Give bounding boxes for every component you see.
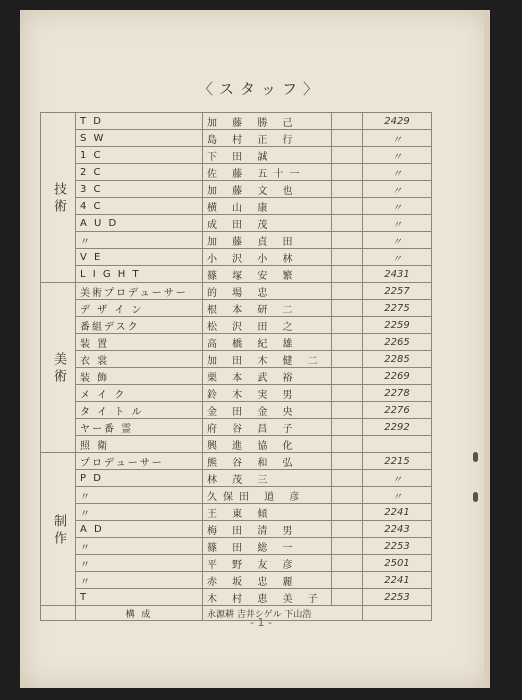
role-cell: T D: [76, 113, 203, 130]
role-cell: 美術プロデューサー: [76, 283, 203, 300]
role-cell: A U D: [76, 215, 203, 232]
blank-cell: [332, 521, 363, 538]
extension-cell: 2253: [363, 589, 432, 606]
table-row: [41, 113, 432, 130]
name-cell: 梅 田 清 男: [203, 521, 332, 538]
blank-cell: [332, 300, 363, 317]
extension-cell: 2265: [363, 334, 432, 351]
extension-cell: 〃: [363, 487, 432, 504]
extension-cell: 2429: [363, 113, 432, 130]
name-cell: 高 橋 紀 雄: [203, 334, 332, 351]
role-cell: 1 C: [76, 147, 203, 164]
extension-cell: 2259: [363, 317, 432, 334]
role-cell: 4 C: [76, 198, 203, 215]
extension-cell: 2278: [363, 385, 432, 402]
extension-cell: 〃: [363, 215, 432, 232]
table-row: [41, 283, 432, 300]
section-label: 制 作: [41, 453, 76, 606]
blank-cell: [332, 487, 363, 504]
page-number: - 1 -: [250, 616, 272, 629]
role-cell: 番組デスク: [76, 317, 203, 334]
blank-cell: [332, 470, 363, 487]
blank-cell: [332, 249, 363, 266]
name-cell: 赤 坂 忠 麗: [203, 572, 332, 589]
name-cell: 根 本 研 二: [203, 300, 332, 317]
blank-cell: [332, 164, 363, 181]
extension-cell: 〃: [363, 181, 432, 198]
table-row: [41, 317, 432, 334]
name-cell: 加 藤 勝 己: [203, 113, 332, 130]
extension-cell: 〃: [363, 198, 432, 215]
name-cell: 篠 田 総 一: [203, 538, 332, 555]
name-cell: 下 田 誠: [203, 147, 332, 164]
role-cell: S W: [76, 130, 203, 147]
table-row: [41, 368, 432, 385]
blank-cell: [332, 198, 363, 215]
blank-cell: [332, 130, 363, 147]
role-cell: メ イ ク: [76, 385, 203, 402]
table-row: [41, 164, 432, 181]
role-cell: 〃: [76, 538, 203, 555]
name-cell: 王 東 傾: [203, 504, 332, 521]
blank-cell: [332, 113, 363, 130]
extension-cell: 2501: [363, 555, 432, 572]
role-cell: 照 衛: [76, 436, 203, 453]
name-cell: 佐 藤 五十一: [203, 164, 332, 181]
extension-cell: 〃: [363, 470, 432, 487]
table-row: [41, 521, 432, 538]
blank-cell: [332, 453, 363, 470]
table-row: [41, 402, 432, 419]
extension-cell: 〃: [363, 130, 432, 147]
name-cell: 久保田 道 彦: [203, 487, 332, 504]
extension-cell: 2292: [363, 419, 432, 436]
extension-cell: 〃: [363, 147, 432, 164]
blank-cell: [332, 402, 363, 419]
blank-cell: [332, 232, 363, 249]
section-label: 技 術: [41, 113, 76, 283]
binding-hole: [473, 492, 478, 502]
table-row: [41, 538, 432, 555]
name-cell: 鈴 木 実 男: [203, 385, 332, 402]
table-row: [41, 130, 432, 147]
table-row: [41, 334, 432, 351]
blank-cell: [332, 572, 363, 589]
extension-cell: 2269: [363, 368, 432, 385]
name-cell: 島 村 正 行: [203, 130, 332, 147]
extension-cell: 2276: [363, 402, 432, 419]
name-cell: 松 沢 田 之: [203, 317, 332, 334]
table-row: [41, 470, 432, 487]
table-row: [41, 589, 432, 606]
table-row: [41, 232, 432, 249]
role-cell: V E: [76, 249, 203, 266]
extension-cell: 2285: [363, 351, 432, 368]
role-cell: 衣 裳: [76, 351, 203, 368]
table-row: [41, 453, 432, 470]
name-cell: 的 場 忠: [203, 283, 332, 300]
blank-cell: [332, 283, 363, 300]
name-cell: 成 田 茂: [203, 215, 332, 232]
role-cell: A D: [76, 521, 203, 538]
table-row: [41, 572, 432, 589]
role-cell: 装 飾: [76, 368, 203, 385]
role-cell: ヤー番 霊: [76, 419, 203, 436]
name-cell: 熊 谷 和 弘: [203, 453, 332, 470]
role-cell: 2 C: [76, 164, 203, 181]
blank-cell: [332, 181, 363, 198]
role-cell: 3 C: [76, 181, 203, 198]
table-row: [41, 487, 432, 504]
blank-cell: [332, 555, 363, 572]
table-row: [41, 385, 432, 402]
role-cell: 〃: [76, 504, 203, 521]
blank-cell: [332, 538, 363, 555]
role-cell: L I G H T: [76, 266, 203, 283]
name-cell: 横 山 康: [203, 198, 332, 215]
role-cell: デ ザ イ ン: [76, 300, 203, 317]
blank-cell: [332, 317, 363, 334]
blank-cell: [332, 368, 363, 385]
extension-cell: 2243: [363, 521, 432, 538]
table-row: [41, 300, 432, 317]
extension-cell: 2431: [363, 266, 432, 283]
blank-cell: [332, 385, 363, 402]
page-spine-edge: [484, 10, 490, 688]
binding-hole: [473, 452, 478, 462]
role-cell: 〃: [76, 555, 203, 572]
role-cell: T: [76, 589, 203, 606]
table-row: [41, 504, 432, 521]
name-cell: 篠 塚 安 繁: [203, 266, 332, 283]
role-cell: 装 置: [76, 334, 203, 351]
page-title: 〈スタッフ〉: [197, 80, 324, 98]
table-row: [41, 181, 432, 198]
role-cell: タ イ ト ル: [76, 402, 203, 419]
table-row: [41, 351, 432, 368]
name-cell: 加 藤 貞 田: [203, 232, 332, 249]
name-cell: 木 村 恵 美 子: [203, 589, 332, 606]
role-cell: 〃: [76, 232, 203, 249]
name-cell: 小 沢 小 林: [203, 249, 332, 266]
blank-cell: [332, 334, 363, 351]
extension-cell: 〃: [363, 232, 432, 249]
role-cell: 〃: [76, 572, 203, 589]
extension-cell: 2257: [363, 283, 432, 300]
blank-cell: [332, 436, 363, 453]
blank-cell: [332, 266, 363, 283]
blank-cell: [332, 351, 363, 368]
extension-cell: 〃: [363, 249, 432, 266]
role-cell: P D: [76, 470, 203, 487]
table-row: [41, 266, 432, 283]
role-cell: プロデューサー: [76, 453, 203, 470]
table-row: [41, 147, 432, 164]
name-cell: 加 田 木 健 二: [203, 351, 332, 368]
blank-cell: [332, 419, 363, 436]
name-cell: 平 野 友 彦: [203, 555, 332, 572]
extension-cell: 2275: [363, 300, 432, 317]
name-cell: 林 茂 三: [203, 470, 332, 487]
blank-cell: [332, 589, 363, 606]
staff-table: [40, 112, 432, 621]
extension-cell: 2215: [363, 453, 432, 470]
table-row: [41, 249, 432, 266]
table-row: [41, 419, 432, 436]
blank-cell: [332, 215, 363, 232]
footer-names: 永源耕 吉井シゲル 下山浩: [203, 606, 363, 621]
footer-label: 構 成: [76, 606, 203, 621]
extension-cell: 2241: [363, 504, 432, 521]
name-cell: 加 藤 文 也: [203, 181, 332, 198]
name-cell: 府 谷 昌 子: [203, 419, 332, 436]
table-row: [41, 436, 432, 453]
blank-cell: [332, 147, 363, 164]
blank-cell: [332, 504, 363, 521]
extension-cell: 2241: [363, 572, 432, 589]
role-cell: 〃: [76, 487, 203, 504]
section-label: 美 術: [41, 283, 76, 453]
table-row: [41, 215, 432, 232]
extension-cell: 〃: [363, 164, 432, 181]
extension-cell: [363, 436, 432, 453]
name-cell: 金 田 金 央: [203, 402, 332, 419]
name-cell: 栗 本 武 裕: [203, 368, 332, 385]
extension-cell: 2253: [363, 538, 432, 555]
table-row: [41, 555, 432, 572]
name-cell: 興 進 協 化: [203, 436, 332, 453]
table-row: [41, 198, 432, 215]
